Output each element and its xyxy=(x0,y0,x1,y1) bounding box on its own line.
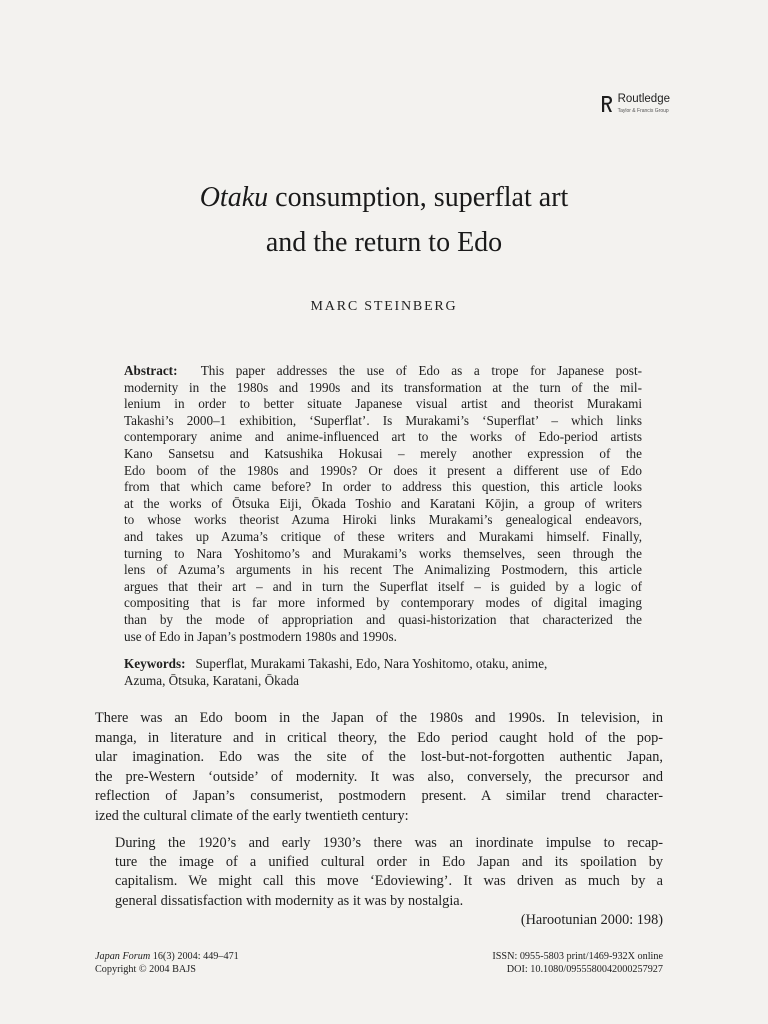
body-line: ized the cultural climate of the early twentieth century: xyxy=(95,807,409,824)
routledge-r-icon xyxy=(600,94,614,114)
author-name: MARC STEINBERG xyxy=(310,299,458,314)
abstract-line: Edo boom of the 1980s and 1990s? Or does it present a different use of Edo xyxy=(124,462,642,478)
abstract-line: turning to Nara Yoshitomo’s and Murakami’s works themselves, seen through the xyxy=(124,545,642,561)
abstract-line: Abstract: This paper addresses the use of Edo as a trope for Japanese post- xyxy=(124,363,642,378)
abstract-line: to whose works theorist Azuma Hiroki links Murakami’s genealogical endeavors, xyxy=(124,512,642,528)
abstract-line: at the works of Ōtsuka Eiji, Ōkada Toshio and Karatani Kōjin, a group of writers xyxy=(124,495,642,511)
abstract-line: compositing that is far more informed by contemporary modes of digital imaging xyxy=(124,595,642,611)
abstract-line: contemporary anime and anime-influenced art to the works of Edo-period artists xyxy=(124,429,642,445)
keywords-line: Azuma, Ōtsuka, Karatani, Ōkada xyxy=(124,672,300,688)
abstract-line: Takashi’s 2000–1 exhibition, ‘Superflat’. Is Murakami’s ‘Superflat’ – which links xyxy=(124,412,642,428)
abstract-line: Kano Sansetsu and Katsushika Hokusai – merely another expression of the xyxy=(124,445,642,461)
quote-citation: (Harootunian 2000: 198) xyxy=(520,911,663,928)
body-line: ular imagination. Edo was the site of the lost-but-not-forgotten authentic Japan, xyxy=(95,749,663,765)
abstract-line: from that which came before? In order to address this question, this article looks xyxy=(124,479,642,495)
publisher-name: Routledge xyxy=(617,93,670,105)
keywords xyxy=(124,656,642,689)
abstract-line: argues that their art – and in turn the Superflat itself – is guided by a logic of xyxy=(124,578,642,594)
footer-journal-info xyxy=(95,950,239,976)
copyright: Copyright © 2004 BAJS xyxy=(95,964,196,975)
title-line-1: consumption, superflat art xyxy=(268,182,569,213)
body-line: manga, in literature and in critical theory, the Edo period caught hold of the pop- xyxy=(95,729,663,746)
abstract-line: than by the mode of appropriation and quasi-historization that characterized the xyxy=(124,611,642,627)
journal-name: Japan Forum xyxy=(95,951,151,962)
quote-line: general dissatisfaction with modernity as it was by nostalgia. xyxy=(115,892,464,909)
publisher-group: Taylor & Francis Group xyxy=(617,107,669,114)
abstract-line: lenium in order to better situate Japanese visual artist and theorist Murakami xyxy=(124,396,642,412)
doi: DOI: 10.1080/0955580042000257927 xyxy=(506,964,663,975)
body-line: reflection of Japan’s consumerist, postmodern present. A similar trend character- xyxy=(95,788,663,804)
abstract-label: Abstract: xyxy=(124,363,178,378)
block-quote xyxy=(115,834,663,930)
abstract-line: use of Edo in Japan’s postmodern 1980s and 1990s. xyxy=(124,628,397,644)
footer-identifiers xyxy=(492,950,663,976)
quote-line: During the 1920’s and early 1930’s there was an inordinate impulse to recap- xyxy=(115,835,663,851)
quote-line: ture the image of a unified cultural order in Edo Japan and its spoilation by xyxy=(115,854,663,871)
quote-line: capitalism. We might call this move ‘Edoviewing’. It was driven as much by a xyxy=(115,873,663,890)
title-line-2: and the return to Edo xyxy=(265,227,503,258)
title-italic-word: Otaku xyxy=(199,182,269,213)
publisher-logo xyxy=(600,94,670,114)
abstract-line: modernity in the 1980s and 1990s and its transformation at the turn of the mil- xyxy=(124,379,642,395)
abstract-line: lens of Azuma’s arguments in his recent The Animalizing Postmodern, this article xyxy=(124,562,642,578)
article-title xyxy=(0,175,768,265)
body-paragraph xyxy=(95,709,663,826)
body-line: the pre-Western ‘outside’ of modernity. It was also, conversely, the precursor and xyxy=(95,768,663,785)
issn: ISSN: 0955-5803 print/1469-932X online xyxy=(492,951,663,962)
journal-volume: 16(3) 2004: 449–471 xyxy=(150,951,239,962)
keywords-line: Keywords: Superflat, Murakami Takashi, Edo, Nara Yoshitomo, otaku, anime, xyxy=(124,656,548,671)
abstract xyxy=(124,363,642,645)
keywords-label: Keywords: xyxy=(124,656,186,671)
body-line: There was an Edo boom in the Japan of the 1980s and 1990s. In television, in xyxy=(95,710,663,726)
abstract-line: and takes up Azuma’s critique of these writers and Murakami himself. Finally, xyxy=(124,528,642,544)
